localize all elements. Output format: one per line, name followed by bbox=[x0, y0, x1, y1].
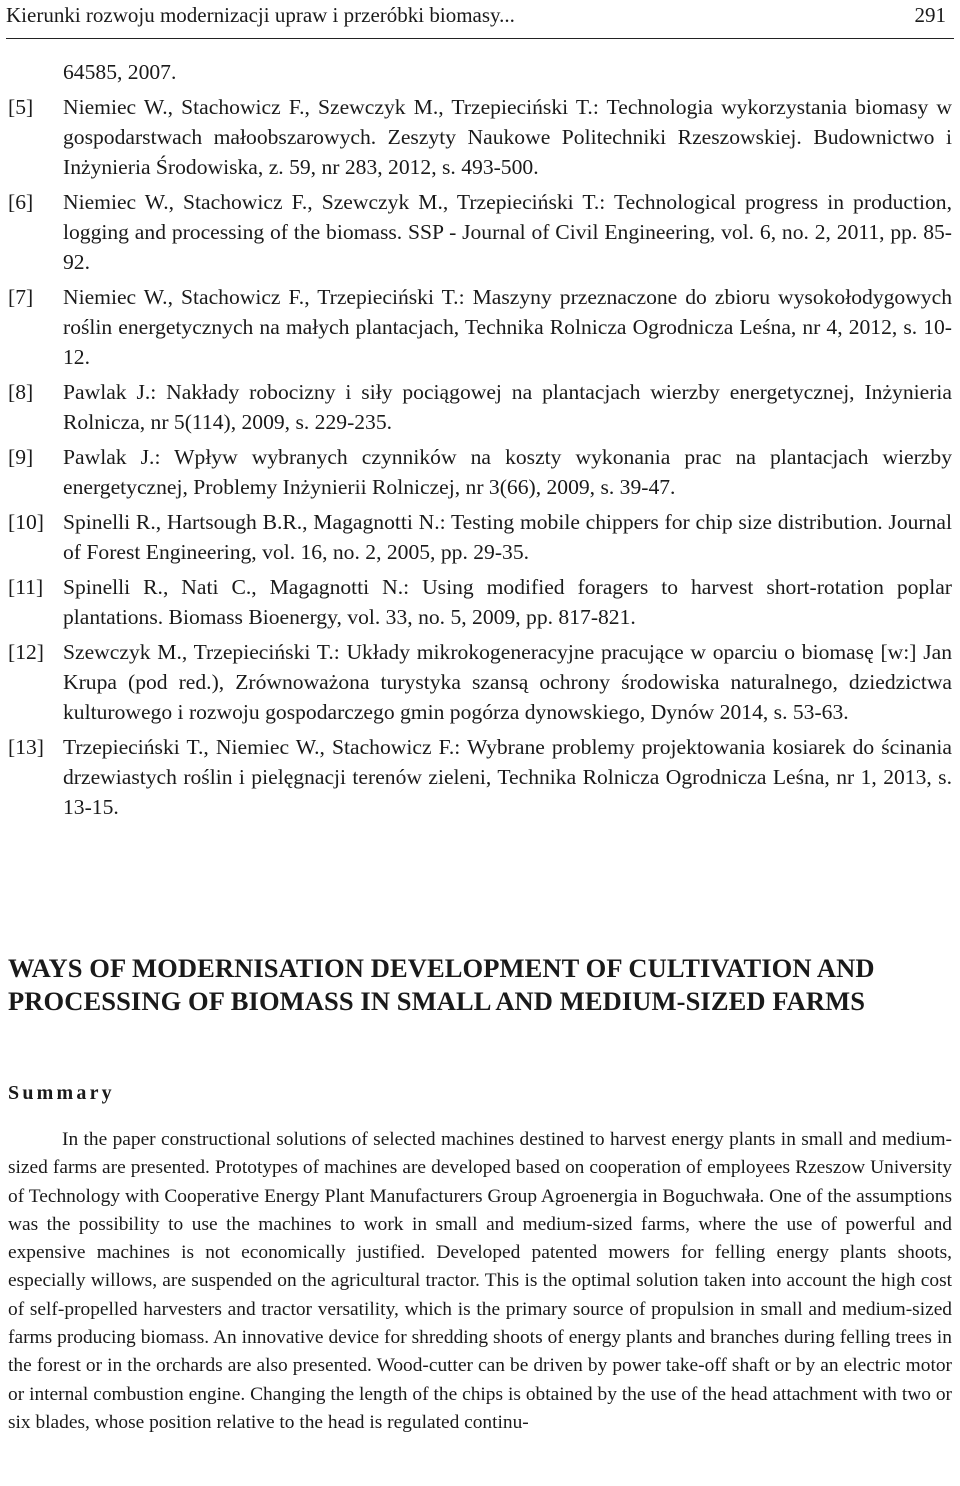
reference-item bbox=[8, 92, 952, 182]
running-header-title: Kierunki rozwoju modernizacji upraw i przeróbki biomasy... bbox=[6, 3, 515, 27]
reference-item bbox=[8, 377, 952, 437]
reference-item bbox=[8, 507, 952, 567]
reference-text: Niemiec W., Stachowicz F., Trzepieciński T.: Maszyny przeznaczone do zbioru wysokołodygowych roślin energetycznych na małych plantacjach, Technika Rolnicza Ogrodnicza Leśna, nr 4, 2012, s. 10-12. bbox=[63, 285, 952, 369]
reference-item bbox=[8, 572, 952, 632]
reference-text: Szewczyk M., Trzepieciński T.: Układy mikrokogeneracyjne pracujące w oparciu o biomasę [w:] Jan Krupa (pod red.), Zrównoważona turystyka szansą ochrony środowiska naturalnego, dziedzictwa kulturowego i rozwoju gospodarczego gmin pogórza dynowskiego, Dynów 2014, s. 53-63. bbox=[63, 640, 952, 724]
reference-continuation bbox=[8, 57, 952, 87]
reference-number: [11] bbox=[8, 575, 44, 599]
reference-number: [12] bbox=[8, 640, 44, 664]
reference-text: Trzepieciński T., Niemiec W., Stachowicz F.: Wybrane problemy projektowania kosiarek do ścinania drzewiastych roślin i pielęgnacji terenów zieleni, Technika Rolnicza Ogrodnicza Leśna, nr 1, 2013, s. 13-15. bbox=[63, 735, 952, 819]
reference-number: [10] bbox=[8, 510, 44, 534]
reference-item bbox=[8, 732, 952, 822]
running-header bbox=[6, 0, 954, 39]
reference-text: Niemiec W., Stachowicz F., Szewczyk M., Trzepieciński T.: Technological progress in production, logging and processing of the biomass. SSP - Journal of Civil Engineering, vol. 6, no. 2, 2011, pp. 85-92. bbox=[63, 190, 952, 274]
reference-continuation-text: 64585, 2007. bbox=[63, 60, 177, 84]
reference-number: [8] bbox=[8, 380, 34, 404]
reference-text: Spinelli R., Nati C., Magagnotti N.: Using modified foragers to harvest short-rotation poplar plantations. Biomass Bioenergy, vol. 33, no. 5, 2009, pp. 817-821. bbox=[63, 575, 952, 629]
english-title: WAYS OF MODERNISATION DEVELOPMENT OF CULTIVATION AND PROCESSING OF BIOMASS IN SMALL AND MEDIUM-SIZED FARMS bbox=[8, 953, 875, 1016]
reference-number: [5] bbox=[8, 95, 34, 119]
reference-list bbox=[8, 57, 952, 827]
reference-text: Pawlak J.: Nakłady robocizny i siły pociągowej na plantacjach wierzby energetycznej, Inżynieria Rolnicza, nr 5(114), 2009, s. 229-235. bbox=[63, 380, 952, 434]
reference-item bbox=[8, 637, 952, 727]
reference-item bbox=[8, 282, 952, 372]
reference-number: [7] bbox=[8, 285, 34, 309]
reference-item bbox=[8, 187, 952, 277]
reference-number: [6] bbox=[8, 190, 34, 214]
reference-text: Spinelli R., Hartsough B.R., Magagnotti N.: Testing mobile chippers for chip size distribution. Journal of Forest Engineering, vol. 16, no. 2, 2005, pp. 29-35. bbox=[63, 510, 952, 564]
reference-number: [9] bbox=[8, 445, 34, 469]
summary-heading: Summary bbox=[8, 1082, 115, 1104]
reference-number: [13] bbox=[8, 735, 44, 759]
reference-text: Pawlak J.: Wpływ wybranych czynników na koszty wykonania prac na plantacjach wierzby energetycznej, Problemy Inżynierii Rolniczej, nr 3(66), 2009, s. 39-47. bbox=[63, 445, 952, 499]
page-number: 291 bbox=[914, 3, 946, 27]
reference-text: Niemiec W., Stachowicz F., Szewczyk M., Trzepieciński T.: Technologia wykorzystania biomasy w gospodarstwach małoobszarowych. Zeszyty Naukowe Politechniki Rzeszowskiej. Budownictwo i Inżynieria Środowiska, z. 59, nr 283, 2012, s. 493-500. bbox=[63, 95, 952, 179]
reference-item bbox=[8, 442, 952, 502]
summary-body: In the paper constructional solutions of selected machines destined to harvest energy plants in small and medium-sized farms are presented. Prototypes of machines are developed based on cooperation of employees Rzeszow University of Technology with Cooperative Energy Plant Manufacturers Group Agroenergia in Boguchwała. One of the assumptions was the possibility to use the machines to work in small and medium-sized farms, where the use of powerful and expensive machines is not economically justified. Developed patented mowers for felling energy plants shoots, especially willows, are suspended on the agricultural tractor. This is the optimal solution taken into account the high cost of self-propelled harvesters and tractor versatility, which is the primary source of propulsion in small and medium-sized farms producing biomass. An innovative device for shredding shoots of energy plants and branches during felling trees in the forest or in the orchards are also presented. Wood-cutter can be driven by power take-off shaft or by an electric motor or internal combustion engine. Changing the length of the chips is obtained by the use of the head attachment with two or six blades, whose position relative to the head is regulated continu- bbox=[8, 1129, 952, 1433]
